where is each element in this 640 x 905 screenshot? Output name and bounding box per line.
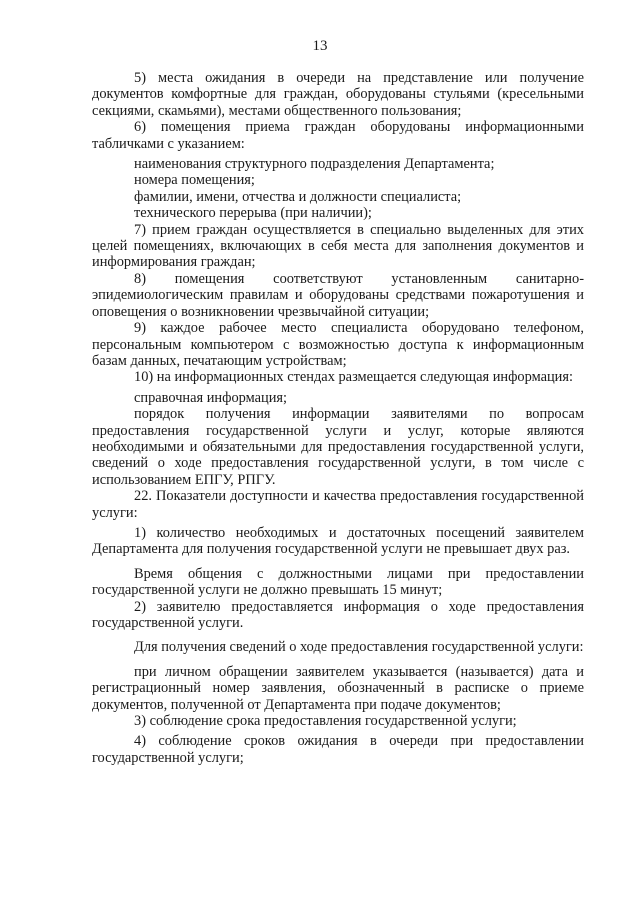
paragraph-queue-waiting: 4) соблюдение сроков ожидания в очереди при предоставлении государственной услуги; [92, 733, 584, 766]
paragraph-workplace-equipment: 9) каждое рабочее место специалиста оборудовано телефоном, персональным компьютером с возможностью доступа к информационным базам данных, печатающим устройствам; [92, 320, 584, 369]
paragraph-personal-request: при личном обращении заявителем указывается (называется) дата и регистрационный номер заявления, обозначенный в расписке о приеме документов, полученной от Департамента при подаче документов; [92, 663, 584, 713]
paragraph-waiting-areas: 5) места ожидания в очереди на представление или получение документов комфортные для граждан, оборудованы стульями (кресельными секциями, скамьями), местами общественного пользования; [92, 70, 584, 119]
page-number: 13 [312, 38, 328, 54]
paragraph-progress-details: Для получения сведений о ходе предоставления государственной услуги: [134, 639, 584, 656]
paragraph-communication-time: Время общения с должностными лицами при предоставлении государственной услуги не должно превышать 15 минут; [92, 565, 584, 599]
paragraph-info-procedure: порядок получения информации заявителями по вопросам предоставления государственной услуги и услуг, которые являются необходимыми и обязательными для предоставления государственной услуги, сведений о ходе предоставления государственной услуги, в том числе с использованием ЕПГУ, РПГУ. [92, 406, 584, 488]
document-body [92, 70, 584, 766]
paragraph-progress-info: 2) заявителю предоставляется информация о ходе предоставления государственной услуги. [92, 598, 584, 631]
paragraph-deadline-compliance: 3) соблюдение срока предоставления государственной услуги; [134, 713, 517, 730]
paragraph-reception-premises: 7) прием граждан осуществляется в специально выделенных для этих целей помещениях, включающих в себя места для заполнения документов и информирования граждан; [92, 221, 584, 271]
list-item-room-number: номера помещения; [134, 172, 255, 189]
list-item-specialist-name: фамилии, имени, отчества и должности специалиста; [134, 188, 462, 205]
list-item-break: технического перерыва (при наличии); [134, 205, 372, 222]
section-22-heading: 22. Показатели доступности и качества предоставления государственной услуги: [92, 488, 584, 521]
paragraph-info-stands: 10) на информационных стендах размещается следующая информация: [134, 369, 574, 386]
list-item-department-name: наименования структурного подразделения Департамента; [134, 156, 495, 173]
paragraph-reception-rooms: 6) помещения приема граждан оборудованы информационными табличками с указанием: [92, 119, 584, 152]
list-item-reference-info: справочная информация; [134, 389, 288, 406]
paragraph-visits-count: 1) количество необходимых и достаточных посещений заявителем Департамента для получения государственной услуги не превышает двух раз. [92, 524, 584, 558]
paragraph-sanitary-rules: 8) помещения соответствуют установленным санитарно-эпидемиологическим правилам и оборудованы средствами пожаротушения и оповещения о возникновении чрезвычайной ситуации; [92, 270, 584, 320]
